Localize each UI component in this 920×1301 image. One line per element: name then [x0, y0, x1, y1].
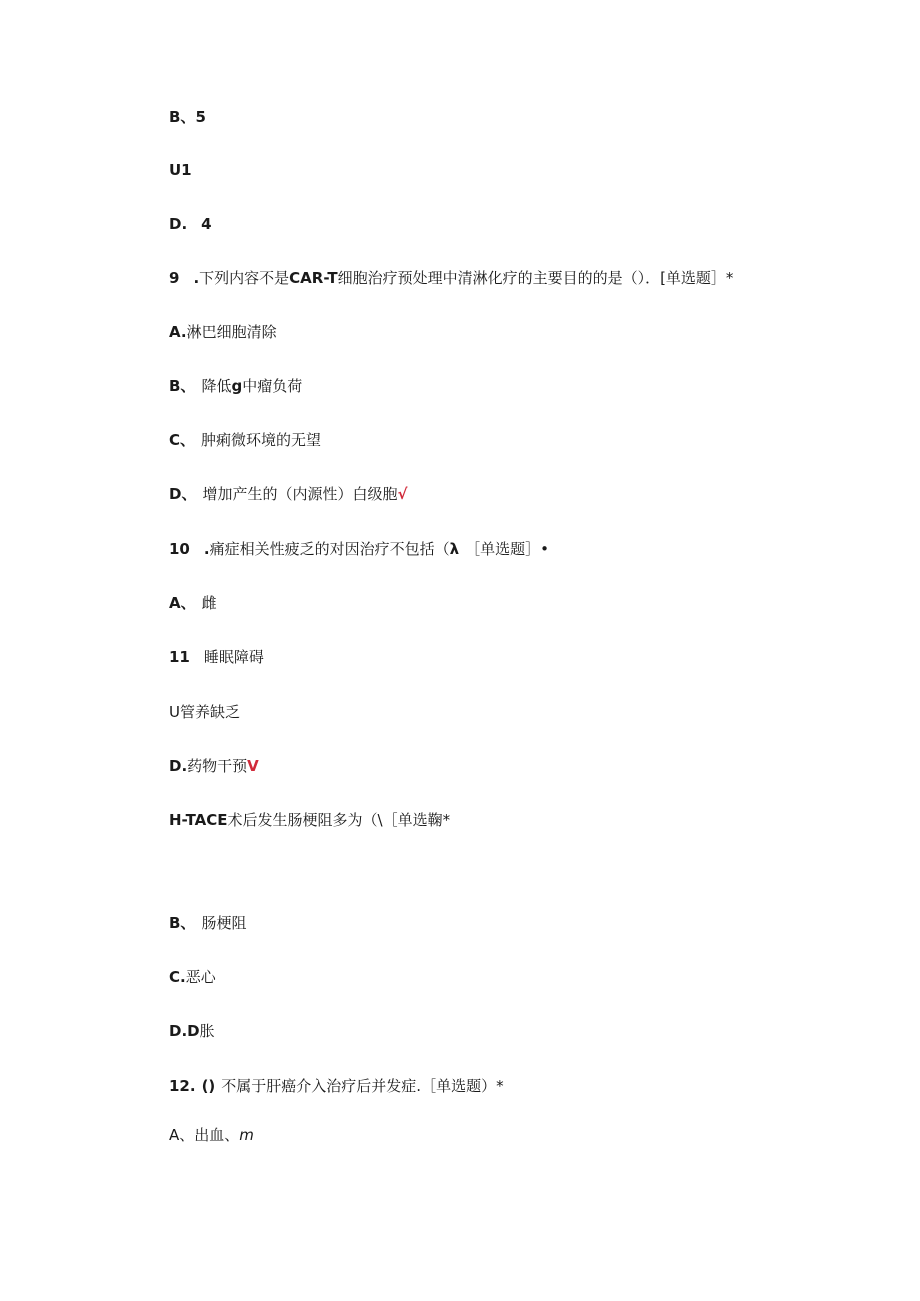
question-12	[169, 1076, 504, 1096]
correct-answer-check-icon: √	[397, 485, 408, 503]
option-text: 中瘤负荷	[242, 377, 303, 395]
question-bold-term: H-TACE	[169, 811, 228, 829]
option-prefix: D.D	[169, 1022, 200, 1040]
option-text: 雌	[201, 594, 217, 612]
question-11-option-d	[169, 1021, 215, 1041]
option-text: 睡眠障碍	[203, 648, 264, 666]
question-10-option-b	[169, 647, 264, 667]
question-bold-term: ()	[201, 1077, 216, 1095]
option-prefix: D.	[169, 215, 188, 233]
question-dot: .	[203, 540, 210, 558]
question-9-option-b	[169, 376, 302, 396]
question-number: 12.	[169, 1077, 196, 1095]
question-11-option-c	[169, 967, 216, 987]
option-prefix: B、	[169, 914, 196, 932]
option-prefix: A、	[169, 594, 196, 612]
question-text: 下列内容不是	[199, 269, 290, 287]
question-text: 痛症相关性疲乏的对因治疗不包括（	[209, 540, 450, 558]
option-b-5	[169, 107, 206, 127]
question-10-option-c	[169, 702, 240, 722]
option-text: 肠梗阻	[201, 914, 247, 932]
option-text: 出血、	[194, 1126, 240, 1144]
question-text: 术后发生肠梗阻多为（\［单选鞠*	[227, 811, 451, 829]
question-10-option-d	[169, 756, 259, 776]
question-9	[169, 268, 733, 288]
question-number: 9	[169, 269, 180, 287]
option-text: 降低	[201, 377, 232, 395]
option-italic-text: m	[239, 1126, 254, 1144]
question-dot: .	[193, 269, 200, 287]
question-text: 不属于肝癌介入治疗后并发症.［单选题）*	[221, 1077, 504, 1095]
option-u1	[169, 160, 192, 180]
question-10-option-a	[169, 593, 217, 613]
question-9-option-a	[169, 322, 277, 342]
question-11	[169, 810, 450, 830]
option-prefix: D.	[169, 757, 188, 775]
question-11-option-b	[169, 913, 246, 933]
question-bold-term: λ	[449, 540, 460, 558]
option-text: 胀	[199, 1022, 215, 1040]
question-9-option-d	[169, 484, 407, 504]
option-text: 4	[201, 215, 212, 233]
option-d-4	[169, 214, 212, 234]
question-9-option-c	[169, 430, 321, 450]
option-text: 淋巴细胞清除	[186, 323, 277, 341]
option-prefix: 11	[169, 648, 190, 666]
question-number: 10	[169, 540, 190, 558]
option-text: 5	[195, 108, 206, 126]
option-text: 恶心	[185, 968, 216, 986]
option-prefix: B、	[169, 377, 196, 395]
option-prefix: A.	[169, 323, 187, 341]
question-text: ［单选题］•	[465, 540, 549, 558]
question-10	[169, 539, 549, 559]
option-prefix: B、	[169, 108, 196, 126]
option-text: 增加产生的（内源性）白级胞	[202, 485, 398, 503]
option-prefix: C、	[169, 431, 196, 449]
option-text: U管养缺乏	[169, 703, 240, 721]
question-text: 细胞治疗预处理中清淋化疗的主要目的的是（）．[单选题］*	[337, 269, 734, 287]
question-bold-term: CAR-T	[289, 269, 338, 287]
question-12-option-a	[169, 1125, 254, 1145]
option-text: U1	[169, 161, 192, 179]
option-text: 肿痢微环境的无望	[201, 431, 322, 449]
correct-answer-check-icon: V	[247, 757, 259, 775]
option-prefix: D、	[169, 485, 197, 503]
option-prefix: C.	[169, 968, 186, 986]
option-bold-term: g	[231, 377, 243, 395]
option-prefix: A、	[169, 1126, 195, 1144]
option-text: 药物干预	[187, 757, 248, 775]
